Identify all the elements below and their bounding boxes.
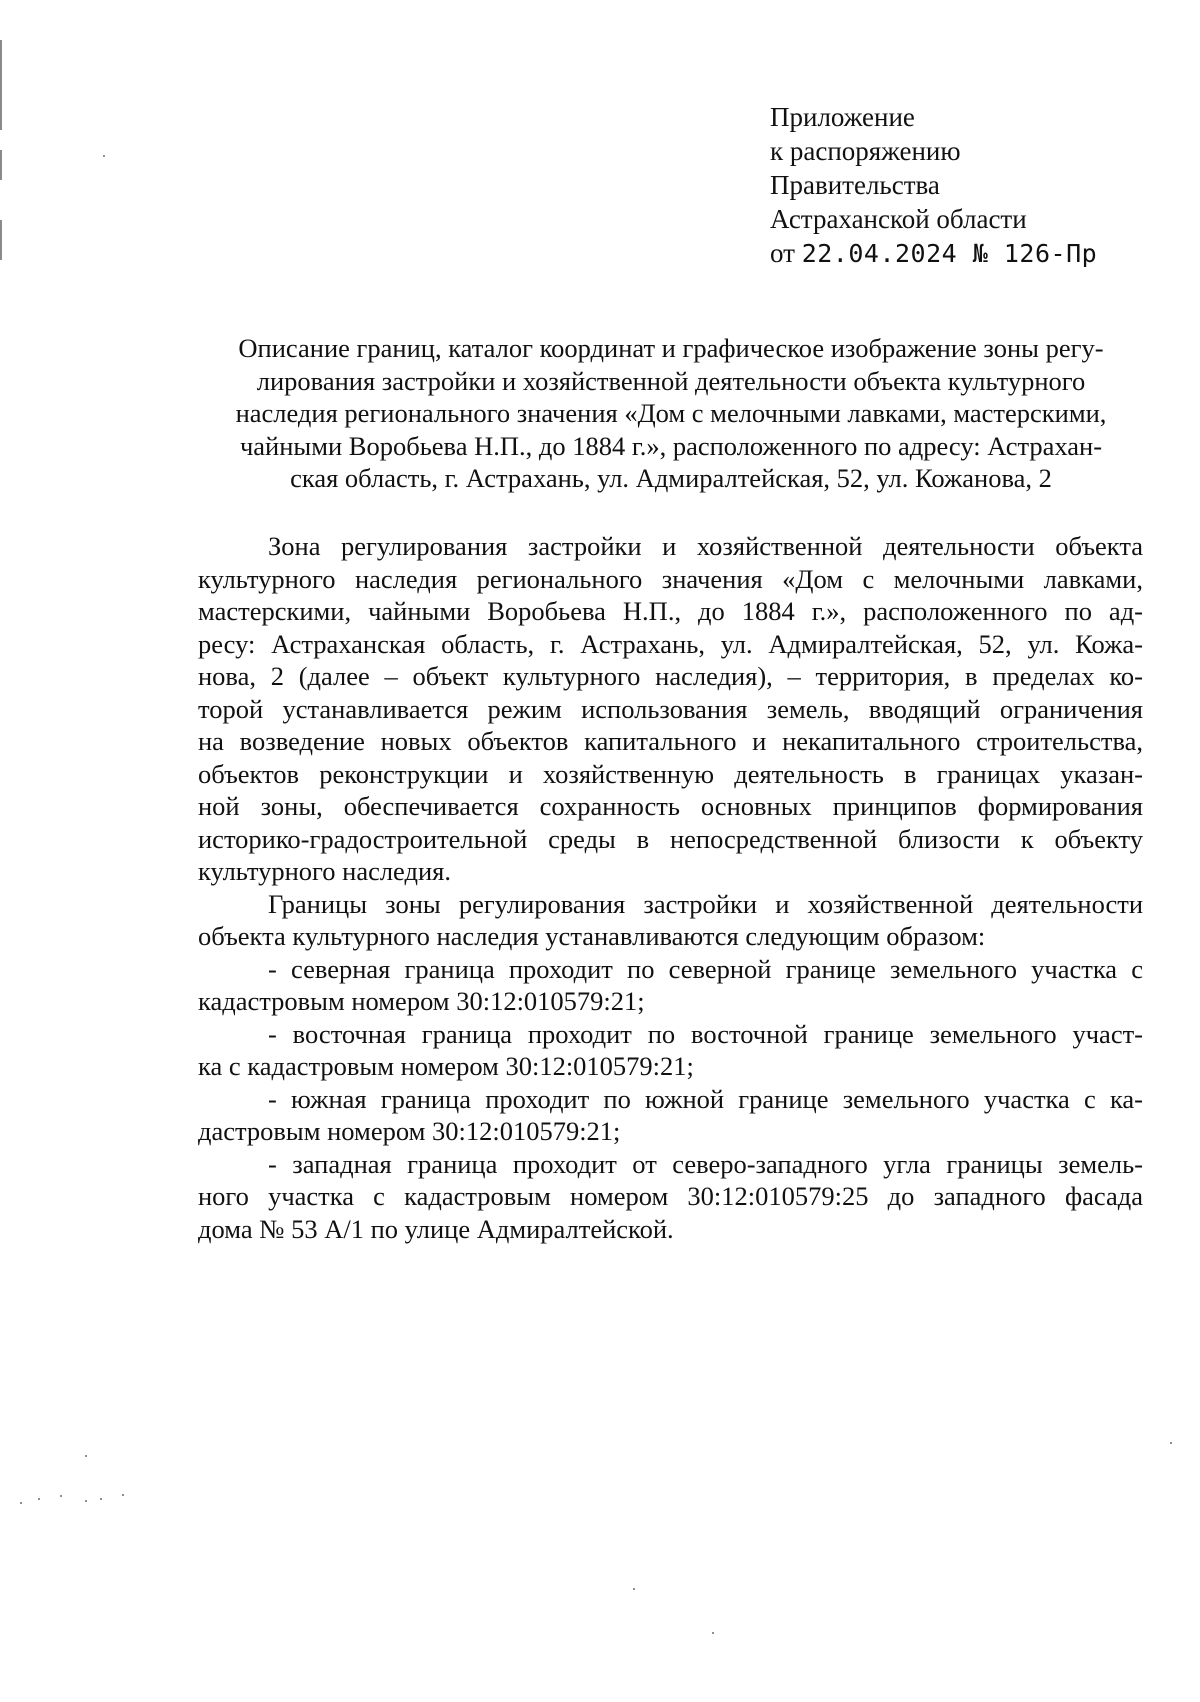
approval-block — [770, 100, 1097, 271]
approval-line: к распоряжению — [770, 136, 961, 166]
text-line: - южная граница проходит по южной границе земельного участка с ка- — [268, 1083, 1143, 1114]
paragraph-boundaries — [198, 888, 1143, 953]
scan-edge-mark — [0, 220, 2, 260]
approval-line: Правительства — [770, 170, 940, 200]
approval-date-prefix: от — [770, 238, 795, 268]
text-line: ной зоны, обеспечивается сохранность основных принципов формирования — [198, 791, 1143, 821]
scan-dot — [1170, 1442, 1172, 1444]
paragraph-zone-description — [198, 530, 1143, 888]
scan-dot — [20, 1502, 22, 1504]
text-line: дастровым номером 30:12:010579:21; — [198, 1116, 621, 1146]
scan-dot — [85, 1500, 87, 1502]
scan-dot — [85, 1455, 87, 1457]
scan-dot — [122, 1494, 124, 1496]
text-line: объекта культурного наследия устанавливаются следующим образом: — [198, 921, 986, 951]
text-line: - западная граница проходит от северо-западного угла границы земель- — [268, 1148, 1143, 1179]
scan-dot — [100, 1498, 102, 1500]
scan-dot — [712, 1632, 714, 1634]
text-line: мастерскими, чайными Воробьева Н.П., до 1884 г.», расположенного по ад- — [198, 596, 1143, 626]
text-line: Зона регулирования застройки и хозяйственной деятельности объекта — [268, 531, 1143, 561]
document-title — [198, 332, 1144, 495]
title-line: наследия регионального значения «Дом с мелочными лавками, мастерскими, — [235, 398, 1107, 428]
text-line: нова, 2 (далее – объект культурного наследия), – территория, в пределах ко- — [198, 661, 1143, 691]
text-line: Границы зоны регулирования застройки и хозяйственной деятельности — [268, 888, 1143, 919]
title-line: лирования застройки и хозяйственной деятельности объекта культурного — [256, 365, 1086, 396]
scan-dot — [103, 155, 105, 157]
approval-line: Приложение — [770, 102, 915, 132]
boundary-item-west — [198, 1148, 1143, 1246]
text-line: ресу: Астраханская область, г. Астрахань, ул. Адмиралтейская, 52, ул. Кожа- — [198, 628, 1143, 659]
scan-dot — [38, 1498, 40, 1500]
document-body — [198, 530, 1143, 1245]
boundary-item-north — [198, 953, 1143, 1018]
boundary-item-south — [198, 1083, 1143, 1148]
text-line: объектов реконструкции и хозяйственную деятельность в границах указан- — [198, 758, 1143, 789]
text-line: ка с кадастровым номером 30:12:010579:21; — [198, 1051, 694, 1081]
scan-dot — [60, 1495, 62, 1497]
title-line: чайными Воробьева Н.П., до 1884 г.», расположенного по адресу: Астрахан- — [239, 430, 1103, 461]
text-line: культурного наследия регионального значения «Дом с мелочными лавками, — [198, 563, 1143, 594]
text-line: ного участка с кадастровым номером 30:12:010579:25 до западного фасада — [198, 1181, 1143, 1211]
text-line: кадастровым номером 30:12:010579:21; — [198, 986, 645, 1016]
title-line: Описание границ, каталог координат и графическое изображение зоны регу- — [238, 333, 1104, 363]
title-line: ская область, г. Астрахань, ул. Адмиралтейская, 52, ул. Кожанова, 2 — [290, 463, 1052, 493]
text-line: торой устанавливается режим использования земель, вводящий ограничения — [198, 693, 1143, 724]
text-line: - северная граница проходит по северной границе земельного участка с — [268, 953, 1143, 984]
scan-dot — [633, 1588, 635, 1590]
approval-date-number: 22.04.2024 № 126-Пр — [801, 239, 1098, 268]
text-line: историко-градостроительной среды в непосредственной близости к объекту — [198, 823, 1143, 854]
text-line: - восточная граница проходит по восточной границе земельного участ- — [268, 1018, 1143, 1049]
text-line: на возведение новых объектов капитального и некапитального строительства, — [198, 726, 1143, 756]
text-line: культурного наследия. — [198, 856, 451, 886]
scan-edge-mark — [0, 40, 2, 130]
scan-edge-mark — [0, 150, 2, 180]
approval-date-line — [770, 236, 1097, 271]
text-line: дома № 53 А/1 по улице Адмиралтейской. — [198, 1213, 674, 1244]
boundary-item-east — [198, 1018, 1143, 1083]
approval-line: Астраханской области — [770, 204, 1027, 234]
